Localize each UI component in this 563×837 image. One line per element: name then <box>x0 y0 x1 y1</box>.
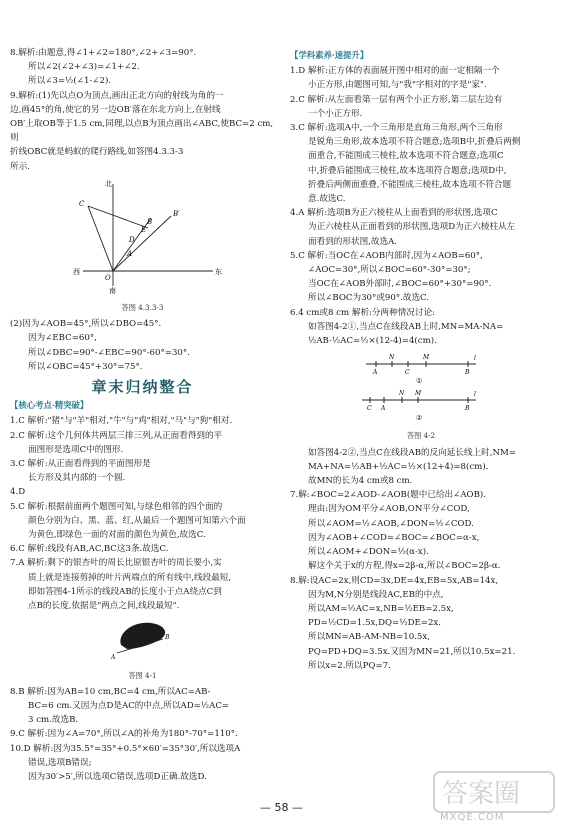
seg1-label-A: A <box>373 369 378 377</box>
answer-core-7b: 质上就是连接剪掉的叶片两端点的所有线中,线段最短, <box>28 572 232 583</box>
answer-8-line2: 所以∠2(∠2+∠3)=∠1+∠2. <box>28 62 140 73</box>
answer-lit-6b: 如答图4-2①,当点C在线段AB上时,MN=MA-NA= <box>308 321 504 332</box>
answer-lit-5b: ∠AOC=30°,所以∠BOC=60°-30°=30°; <box>308 265 471 276</box>
answer-core-7d: 点B的长度,依据是"两点之间,线段最短". <box>28 601 180 612</box>
page-number: — 58 — <box>260 801 303 814</box>
figure-caption-1: 答图 4.3.3-3 <box>121 303 164 313</box>
figure-caption-2: 答图 4-1 <box>128 670 157 680</box>
answer-core-10c: 因为30′>5′,所以选项C错误,选项D正确.故选D. <box>28 771 207 782</box>
answer-9-line3: OB′上取OB等于1.5 cm,同理,以点B为顶点画出∠ABC,使BC=2 cm,则 <box>10 119 274 144</box>
figure-4-1 <box>10 615 275 666</box>
answer-lit-2a: 2.C 解析:从左面看第一层有两个小正方形,第二层左边有 <box>290 94 503 105</box>
answer-8-line3: 所以∠3=½(∠1-∠2). <box>28 76 112 87</box>
watermark-url: MXQE.COM <box>440 812 505 823</box>
answer-core-8c: 3 cm.故选B. <box>28 715 79 726</box>
answer-lit-8b: 因为M,N分别是线段AC,EB的中点, <box>308 589 444 600</box>
answer-9-part2-line1: (2)因为∠AOB=45°,所以∠DBO=45°. <box>10 319 162 330</box>
answer-lit-8d: PD=½CD=1.5x,DQ=½DE=2x. <box>308 618 441 629</box>
label-north: 北 <box>104 179 112 188</box>
answer-core-7c: 即如答图4-1所示的线段AB的长度小于点A绕点C到 <box>28 586 222 597</box>
figure-4-2 <box>290 350 552 427</box>
chapter-title: 章末归纳整合 <box>91 378 194 397</box>
answer-9-part2-line4: 所以∠OBC=45°+30°=75°. <box>28 361 143 372</box>
answer-lit-3c: 面重合,不能围成三棱柱,故本选项不符合题意;选项C <box>308 151 504 162</box>
answer-lit-7c: 所以∠AOM=½∠AOB,∠DON=½∠COD. <box>308 518 474 529</box>
answer-lit-5a: 5.C 解析:当OC在∠AOB内部时,因为∠AOB=60°, <box>290 250 483 261</box>
seg1-label-C: C <box>405 369 410 377</box>
answer-core-4: 4.D <box>10 487 26 498</box>
answer-core-5c: 为黄色,即绿色一面的对面的颜色为黄色,故选C. <box>28 530 206 541</box>
label-C: C <box>78 199 84 208</box>
seg2-label-B: B <box>465 405 470 413</box>
section-head-literacy: 【学科素养·速提升】 <box>290 50 369 60</box>
label-O: O <box>104 273 111 282</box>
seg2-label-A: A <box>381 405 386 413</box>
answer-lit-4b: 为正六棱柱从正面看到的形状图,选项D为正六棱柱从左 <box>308 222 516 233</box>
label-E: E <box>140 225 146 234</box>
answer-core-10b: 错误,选项B错误; <box>28 757 92 768</box>
answer-core-2a: 2.C 解析:这个几何体共两层三排三列,从正面看得到的平 <box>10 430 223 441</box>
label-east: 东 <box>214 267 222 276</box>
answer-lit-8e: 所以MN=AB-AM-NB=10.5x, <box>308 632 430 643</box>
segment-diagram <box>356 350 486 422</box>
label-B: B <box>146 217 152 226</box>
answer-core-10a: 10.D 解析:因为35.5°=35°+0.5°×60′=35°30′,所以选项A <box>10 743 241 754</box>
answer-lit-8g: 所以x=2.所以PQ=7. <box>308 660 391 671</box>
seg2-label-l: l <box>474 391 476 399</box>
compass-diagram <box>43 176 243 294</box>
answer-lit-4a: 4.A 解析:选项B为正六棱柱从上面看到的形状图,选项C <box>290 208 498 219</box>
answer-9-line1: 9.解析:(1)先以点O为顶点,画出正北方向的射线为角的一 <box>10 90 224 101</box>
section-head-core: 【核心考点·精突破】 <box>10 400 89 411</box>
answer-core-5a: 5.C 解析:根据前面两个题图可知,与绿色相邻的四个面的 <box>10 501 223 512</box>
label-A: A <box>126 249 132 258</box>
answer-lit-5c: 当OC在∠AOB外部时,∠BOC=60°+30°=90°. <box>308 279 492 290</box>
answer-core-8a: 8.B 解析:因为AB=10 cm,BC=4 cm,所以AC=AB- <box>10 686 211 697</box>
answer-core-9: 9.C 解析:因为∠A=70°,所以∠A的补角为180°-70°=110°. <box>10 729 238 740</box>
answer-lit-8c: 所以AM=½AC=x,NB=½EB=2.5x, <box>308 603 454 614</box>
answer-core-7a: 7.A 解析:剩下的银杏叶的周长比原银杏叶的周长要小,实 <box>10 558 222 569</box>
answer-lit-6d: 如答图4-2②,当点C在线段AB的反向延长线上时,NM= <box>308 447 517 458</box>
figure-4-3-3-3 <box>10 176 275 299</box>
answer-lit-3f: 意.故选C. <box>308 194 346 205</box>
answer-lit-3e: 折叠后两侧面重叠,不能围成三棱柱,故本选项不符合题 <box>308 179 512 190</box>
seg2-label-N: N <box>399 390 405 398</box>
answer-core-3a: 3.C 解析:从正面看得到的平面图形是 <box>10 459 151 470</box>
seg2-label-M: M <box>415 390 422 398</box>
seg1-label-N: N <box>389 354 395 362</box>
leaf-label-B: B <box>164 634 169 642</box>
label-south: 南 <box>108 286 116 294</box>
answer-core-3b: 长方形及其内部的一个圆. <box>28 473 126 484</box>
answer-lit-8f: PQ=PD+DQ=3.5x.又因为MN=21,所以10.5x=21. <box>308 646 516 657</box>
seg1-marker: ① <box>416 377 423 386</box>
answer-lit-6a: 6.4 cm或8 cm 解析:分两种情况讨论: <box>290 307 435 318</box>
answer-lit-1a: 1.D 解析:正方体的表面展开图中相对的面一定相隔一个 <box>290 66 500 77</box>
seg2-label-C: C <box>367 405 372 413</box>
answer-lit-7d: 因为∠AOB+∠COD=∠BOC=∠BOC=α-x, <box>308 532 480 543</box>
label-D: D <box>128 235 135 244</box>
answer-9-part2-line2: 因为∠EBC=60°, <box>28 333 97 344</box>
answer-lit-3b: 是锐角三角形,故本选项不符合题意;选项B中,折叠后两侧 <box>308 137 521 148</box>
seg2-marker: ② <box>416 414 423 423</box>
answer-lit-4c: 面看到的形状图,故选A. <box>308 236 398 247</box>
answer-lit-7f: 解这个关于x的方程,得x=2β-α,所以∠BOC=2β-α. <box>308 561 501 572</box>
answer-9-line2: 边,画45°的角,使它的另一边OB′落在东北方向上,在射线 <box>10 104 221 115</box>
answer-core-6: 6.C 解析:线段有AB,AC,BC这3条.故选C. <box>10 544 169 555</box>
answer-lit-5d: 所以∠BOC为30°或90°.故选C. <box>308 293 430 304</box>
answer-lit-6e: MA+NA=½AB+½AC=½×(12+4)=8(cm). <box>308 461 489 472</box>
answer-lit-3d: 中,折叠后能围成三棱柱,故本选项符合题意;选项D中, <box>308 165 507 176</box>
seg1-label-B: B <box>465 369 470 377</box>
answer-lit-3a: 3.C 解析:选项A中,一个三角形是直角三角形,两个三角形 <box>290 123 503 134</box>
watermark-text-cn: 答案圈 <box>442 779 521 809</box>
answer-lit-6f: 故MN的长为4 cm或8 cm. <box>308 476 413 487</box>
left-column <box>10 46 275 784</box>
seg1-label-l: l <box>474 355 476 363</box>
answer-core-1: 1.C 解析:"猪"与"羊"相对,"牛"与"鸡"相对,"马"与"狗"相对. <box>10 416 233 427</box>
answer-core-5b: 颜色分别为白、黑、蓝、红,从最后一个题图可知第六个面 <box>28 515 246 526</box>
answer-lit-7e: 所以∠AOM+∠DON=½(α-x). <box>308 547 429 558</box>
watermark-logo-icon <box>432 768 557 833</box>
figure-caption-3: 答图 4-2 <box>406 431 436 441</box>
answer-lit-6c: ½AB-½AC=½×(12-4)=4(cm). <box>308 336 437 347</box>
leaf-diagram <box>103 615 183 661</box>
answer-9-line4: 折线OBC就是蚂蚁的爬行路线,如答图4.3.3-3 <box>10 147 184 158</box>
answer-core-8b: BC=6 cm.又因为点D是AC的中点,所以AD=½AC= <box>28 700 230 711</box>
seg1-label-M: M <box>423 354 430 362</box>
answer-8-line1: 8.解析:由题意,得∠1+∠2=180°,∠2+∠3=90°. <box>10 48 197 58</box>
answer-lit-8a: 8.解:设AC=2x,则CD=3x,DE=4x,EB=5x,AB=14x, <box>290 575 499 586</box>
answer-lit-7a: 7.解:∠BOC=2∠AOD-∠AOB(题中已给出∠AOB). <box>290 490 486 501</box>
answer-lit-2b: 一个小正方形. <box>308 108 363 119</box>
leaf-label-A: A <box>110 654 115 662</box>
label-Bprime: B′ <box>172 209 180 218</box>
answer-core-2b: 面图形是选项C中的图形. <box>28 444 124 455</box>
answer-9-part2-line3: 所以∠DBC=90°-∠EBC=90°-60°=30°. <box>28 347 190 358</box>
right-column <box>290 46 552 673</box>
answer-lit-7b: 理由:因为OM平分∠AOB,ON平分∠COD, <box>308 504 470 515</box>
answer-lit-1b: 小正方形,由题图可知,与"我"字相对的字是"家". <box>308 80 487 91</box>
label-west: 西 <box>72 267 80 276</box>
answer-9-line5: 所示. <box>10 161 30 172</box>
